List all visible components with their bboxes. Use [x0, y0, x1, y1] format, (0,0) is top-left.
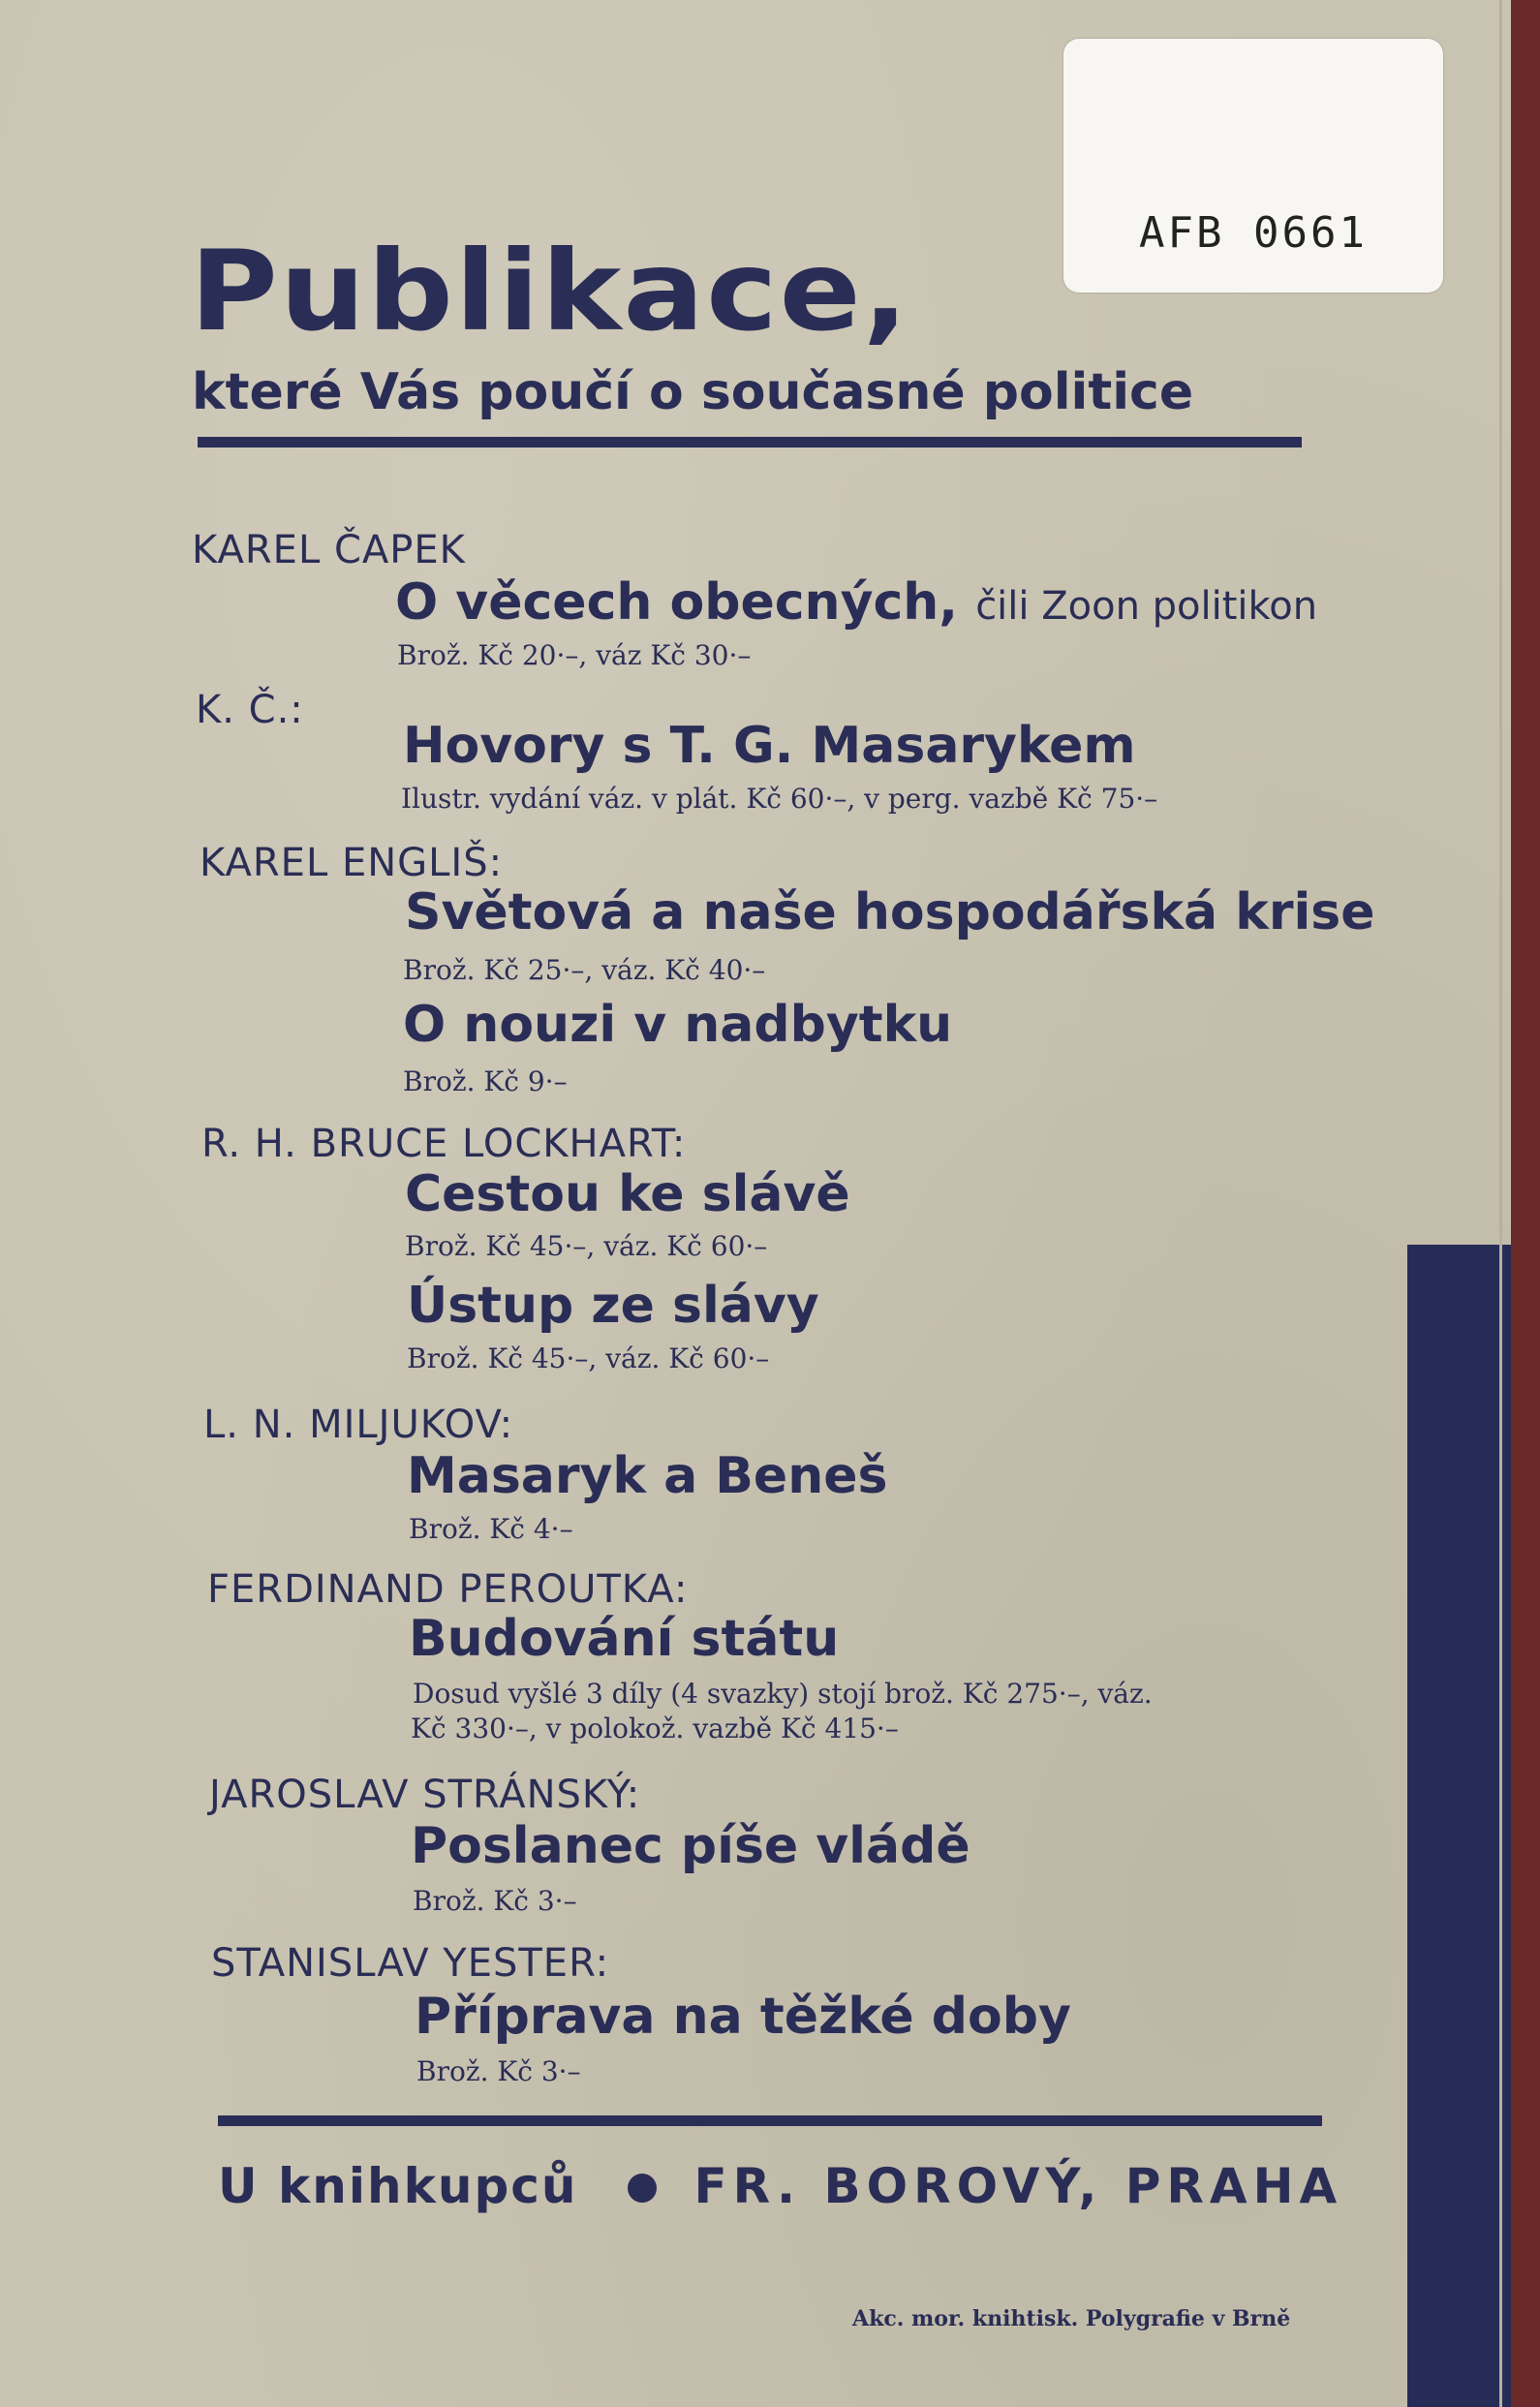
catalog-label [1063, 39, 1443, 293]
bullet-icon [628, 2174, 657, 2203]
top-rule [198, 437, 1302, 447]
book-title: Ústup ze slávy [407, 1277, 819, 1335]
author-name: STANISLAV YESTER: [211, 1941, 610, 1986]
book-price-continued: Kč 330·–, v polokož. vazbě Kč 415·– [411, 1713, 899, 1744]
book-price: Ilustr. vydání váz. v plát. Kč 60·–, v perg. vazbě Kč 75·– [401, 783, 1158, 815]
footer-bookshops: U knihkupců [218, 2158, 578, 2214]
book-title: Hovory s T. G. Masarykem [403, 717, 1136, 775]
footer [218, 2158, 1342, 2214]
book-price: Brož. Kč 3·– [416, 2055, 581, 2087]
book-title: Masaryk a Beneš [407, 1447, 888, 1505]
author-name: R. H. BRUCE LOCKHART: [201, 1122, 687, 1166]
bottom-rule [218, 2115, 1322, 2126]
book-title [395, 573, 1317, 632]
author-name: JAROSLAV STRÁNSKÝ: [209, 1773, 641, 1817]
author-name: L. N. MILJUKOV: [203, 1403, 514, 1447]
book-price: Brož. Kč 25·–, váz. Kč 40·– [403, 954, 766, 986]
author-name: KAREL ČAPEK [192, 528, 466, 572]
book-price: Brož. Kč 45·–, váz. Kč 60·– [405, 1230, 768, 1262]
book-title: Poslanec píše vládě [411, 1817, 970, 1875]
page-subtitle: které Vás poučí o současné politice [192, 363, 1194, 421]
book-price: Brož. Kč 3·– [413, 1885, 577, 1917]
spine-edge [1511, 0, 1540, 2407]
author-name: FERDINAND PEROUTKA: [207, 1567, 689, 1612]
book-title-rest: čili Zoon politikon [975, 584, 1318, 629]
blue-strip [1407, 1245, 1511, 2407]
book-title-main: O věcech obecných, [395, 573, 959, 632]
book-price: Brož. Kč 45·–, váz. Kč 60·– [407, 1342, 770, 1374]
book-title: Světová a naše hospodářská krise [405, 883, 1375, 941]
book-price: Dosud vyšlé 3 díly (4 svazky) stojí brož. Kč 275·–, váz. [413, 1678, 1153, 1710]
book-price: Brož. Kč 9·– [403, 1065, 568, 1097]
book-title: O nouzi v nadbytku [403, 996, 953, 1054]
book-title: Cestou ke slávě [405, 1165, 850, 1223]
spine-line [1499, 0, 1502, 2407]
book-title: Budování státu [409, 1610, 840, 1668]
book-title: Příprava na těžké doby [415, 1988, 1071, 2046]
book-price: Brož. Kč 4·– [409, 1513, 573, 1545]
author-name: K. Č.: [196, 688, 304, 732]
page-title: Publikace, [190, 228, 910, 356]
printer-imprint: Akc. mor. knihtisk. Polygrafie v Brně [852, 2306, 1291, 2331]
book-price: Brož. Kč 20·–, váz Kč 30·– [397, 639, 752, 671]
author-name: KAREL ENGLIŠ: [200, 841, 504, 885]
footer-publisher: FR. BOROVÝ, PRAHA [693, 2158, 1343, 2214]
catalog-number: AFB 0661 [1139, 208, 1368, 258]
